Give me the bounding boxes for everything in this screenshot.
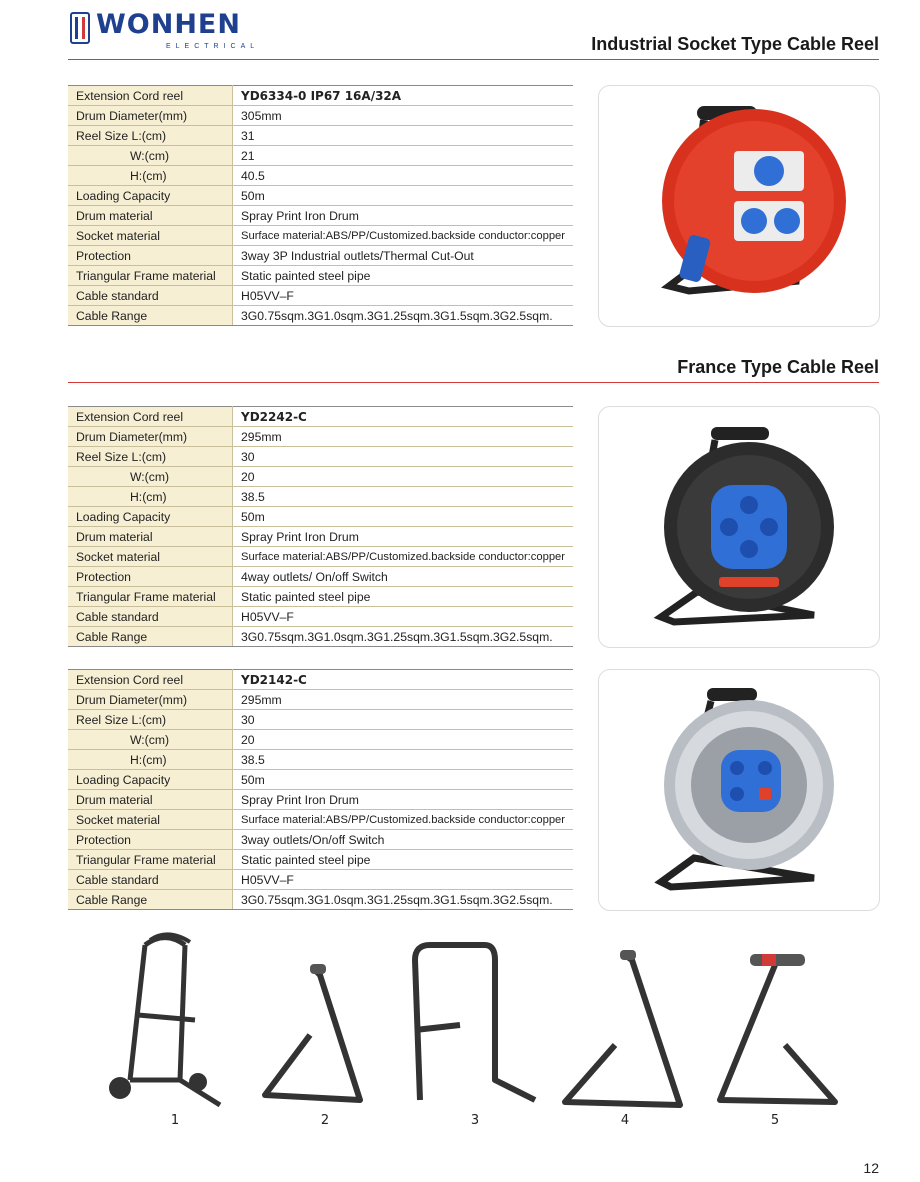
frame-number: 3 [470, 1113, 480, 1128]
spec-label: H:(cm) [68, 750, 233, 770]
frame-options-row [90, 930, 880, 1130]
spec-value: 30 [233, 447, 573, 467]
spec-label: Loading Capacity [68, 770, 233, 790]
brand-name: WONHEN [96, 9, 241, 40]
table-row [68, 710, 573, 730]
spec-value: 38.5 [233, 750, 573, 770]
table-row [68, 146, 573, 166]
spec-value: 38.5 [233, 487, 573, 507]
spec-value: 3way 3P Industrial outlets/Thermal Cut-Out [233, 246, 573, 266]
spec-label: Loading Capacity [68, 186, 233, 206]
table-row [68, 567, 573, 587]
table-row [68, 830, 573, 850]
spec-table-3 [68, 669, 573, 910]
table-row [68, 166, 573, 186]
spec-value: 31 [233, 126, 573, 146]
spec-label: Cable standard [68, 286, 233, 306]
product-photo-industrial-reel [598, 85, 880, 327]
black-cable-reel-icon [599, 407, 879, 647]
table-row [68, 750, 573, 770]
spec-value: 295mm [233, 427, 573, 447]
spec-value: 20 [233, 467, 573, 487]
product-photo-france-reel-black [598, 406, 880, 648]
spec-value: Surface material:ABS/PP/Customized.backside conductor:copper [233, 547, 573, 567]
table-row [68, 246, 573, 266]
page-number: 12 [863, 1160, 879, 1176]
spec-table-2 [68, 406, 573, 647]
table-row [68, 447, 573, 467]
table-row [68, 106, 573, 126]
spec-label: Drum Diameter(mm) [68, 690, 233, 710]
spec-label: Reel Size L:(cm) [68, 126, 233, 146]
section-rule [68, 59, 879, 60]
spec-label: Cable standard [68, 870, 233, 890]
table-row [68, 790, 573, 810]
triangular-frame-with-handle-icon [700, 930, 850, 1110]
spec-label: Protection [68, 246, 233, 266]
spec-value: H05VV–F [233, 286, 573, 306]
table-row [68, 587, 573, 607]
u-shaped-frame-icon [400, 930, 550, 1110]
spec-label: Socket material [68, 226, 233, 246]
frame-number: 1 [170, 1113, 180, 1128]
table-row [68, 186, 573, 206]
frame-number: 4 [620, 1113, 630, 1128]
table-row [68, 126, 573, 146]
spec-label: Drum Diameter(mm) [68, 427, 233, 447]
spec-value: 305mm [233, 106, 573, 126]
spec-value: Static painted steel pipe [233, 266, 573, 286]
spec-value: 21 [233, 146, 573, 166]
spec-value: H05VV–F [233, 870, 573, 890]
table-row [68, 266, 573, 286]
spec-label: Extension Cord reel [68, 670, 233, 690]
model-number: YD6334-0 IP67 16A/32A [233, 86, 573, 106]
table-row [68, 407, 573, 427]
table-row [68, 890, 573, 910]
frame-option-3 [400, 930, 550, 1128]
spec-value: 30 [233, 710, 573, 730]
spec-value: 3way outlets/On/off Switch [233, 830, 573, 850]
spec-label: Socket material [68, 547, 233, 567]
spec-label: W:(cm) [68, 146, 233, 166]
spec-label: Protection [68, 567, 233, 587]
table-row [68, 226, 573, 246]
section-rule [68, 382, 879, 383]
product-photo-france-reel-silver [598, 669, 880, 911]
table-row [68, 507, 573, 527]
spec-value: 50m [233, 770, 573, 790]
spec-label: Triangular Frame material [68, 266, 233, 286]
table-row [68, 527, 573, 547]
frame-number: 2 [320, 1113, 330, 1128]
spec-value: Spray Print Iron Drum [233, 206, 573, 226]
spec-label: Extension Cord reel [68, 407, 233, 427]
triangular-frame-icon [250, 930, 400, 1110]
spec-label: Socket material [68, 810, 233, 830]
frame-option-4 [550, 930, 700, 1128]
spec-value: Spray Print Iron Drum [233, 790, 573, 810]
table-row [68, 286, 573, 306]
spec-label: Reel Size L:(cm) [68, 447, 233, 467]
table-row [68, 690, 573, 710]
table-row [68, 86, 573, 106]
brand-logo [70, 9, 260, 50]
spec-label: H:(cm) [68, 166, 233, 186]
spec-value: 3G0.75sqm.3G1.0sqm.3G1.25sqm.3G1.5sqm.3G2.5sqm. [233, 627, 573, 647]
spec-value: Static painted steel pipe [233, 587, 573, 607]
table-row [68, 627, 573, 647]
table-row [68, 427, 573, 447]
spec-value: Static painted steel pipe [233, 850, 573, 870]
table-row [68, 487, 573, 507]
spec-label: Cable standard [68, 607, 233, 627]
spec-label: Cable Range [68, 890, 233, 910]
spec-label: W:(cm) [68, 730, 233, 750]
table-row [68, 810, 573, 830]
table-row [68, 607, 573, 627]
frame-option-2 [250, 930, 400, 1128]
spec-label: Cable Range [68, 306, 233, 326]
spec-label: Extension Cord reel [68, 86, 233, 106]
spec-value: 3G0.75sqm.3G1.0sqm.3G1.25sqm.3G1.5sqm.3G2.5sqm. [233, 306, 573, 326]
brand-mark-icon [70, 12, 90, 44]
table-row [68, 547, 573, 567]
table-row [68, 206, 573, 226]
spec-value: Spray Print Iron Drum [233, 527, 573, 547]
spec-label: Drum material [68, 206, 233, 226]
wheeled-frame-icon [100, 930, 250, 1110]
spec-value: 295mm [233, 690, 573, 710]
frame-number: 5 [770, 1113, 780, 1128]
spec-value: Surface material:ABS/PP/Customized.backside conductor:copper [233, 226, 573, 246]
spec-value: 3G0.75sqm.3G1.0sqm.3G1.25sqm.3G1.5sqm.3G2.5sqm. [233, 890, 573, 910]
frame-option-1 [100, 930, 250, 1128]
table-row [68, 730, 573, 750]
spec-label: W:(cm) [68, 467, 233, 487]
spec-label: Drum Diameter(mm) [68, 106, 233, 126]
spec-value: 20 [233, 730, 573, 750]
spec-value: 50m [233, 186, 573, 206]
spec-label: Loading Capacity [68, 507, 233, 527]
spec-value: Surface material:ABS/PP/Customized.backside conductor:copper [233, 810, 573, 830]
table-row [68, 306, 573, 326]
triangular-frame-icon [550, 930, 700, 1110]
spec-label: Triangular Frame material [68, 587, 233, 607]
table-row [68, 770, 573, 790]
section-title-france: France Type Cable Reel [677, 357, 879, 377]
spec-label: Triangular Frame material [68, 850, 233, 870]
spec-label: Drum material [68, 790, 233, 810]
model-number: YD2142-C [233, 670, 573, 690]
silver-cable-reel-icon [599, 670, 879, 910]
industrial-cable-reel-icon [599, 86, 879, 326]
table-row [68, 850, 573, 870]
spec-label: Protection [68, 830, 233, 850]
frame-option-5 [700, 930, 850, 1128]
spec-label: Cable Range [68, 627, 233, 647]
spec-label: Reel Size L:(cm) [68, 710, 233, 730]
spec-table-1 [68, 85, 573, 326]
spec-label: Drum material [68, 527, 233, 547]
brand-subtitle: ELECTRICAL [166, 43, 260, 50]
table-row [68, 870, 573, 890]
spec-value: 40.5 [233, 166, 573, 186]
spec-value: H05VV–F [233, 607, 573, 627]
spec-value: 50m [233, 507, 573, 527]
spec-label: H:(cm) [68, 487, 233, 507]
spec-value: 4way outlets/ On/off Switch [233, 567, 573, 587]
model-number: YD2242-C [233, 407, 573, 427]
table-row [68, 467, 573, 487]
section-title-industrial: Industrial Socket Type Cable Reel [591, 34, 879, 54]
table-row [68, 670, 573, 690]
